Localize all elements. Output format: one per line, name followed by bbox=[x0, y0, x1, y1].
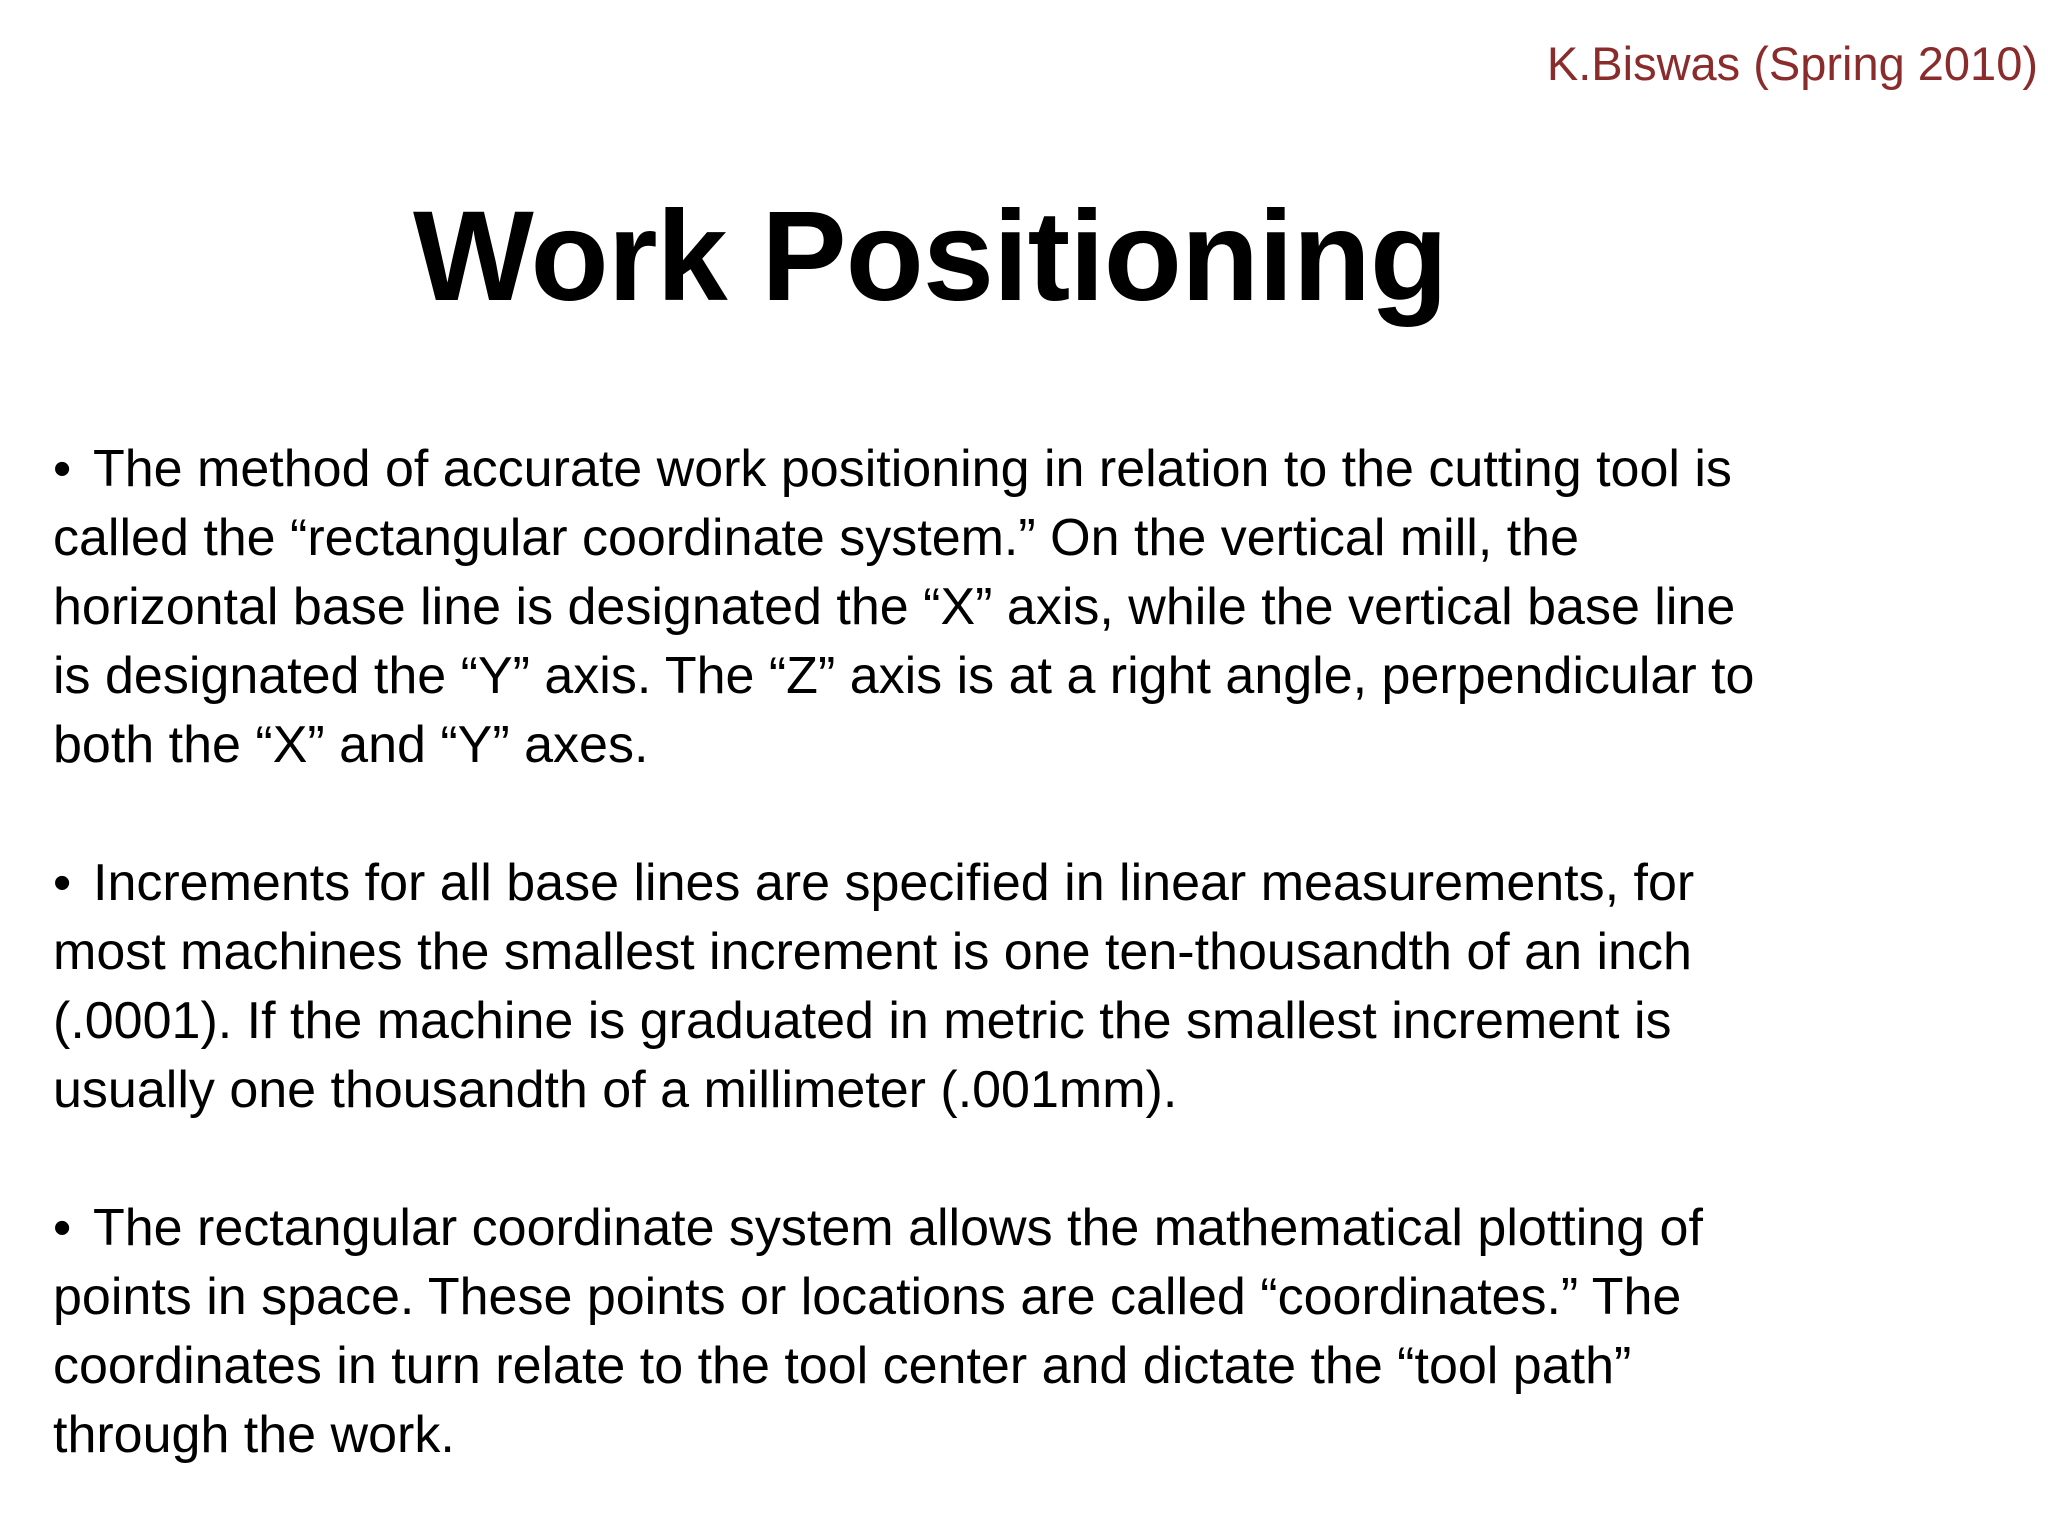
bullet-item bbox=[53, 849, 2003, 1125]
bullet-text: The method of accurate work positioning in relation to the cutting tool is called the “rectangular coordinate system.” On the vertical mill, the horizontal base line is designated the “X” axis, while the vertical base line is designated the “Y” axis. The “Z” axis is at a right angle, perpendicular to both the “X” and “Y” axes. bbox=[53, 440, 1755, 774]
bullet-item bbox=[53, 435, 2003, 780]
bullet-icon: • bbox=[53, 440, 72, 498]
slide-title: Work Positioning bbox=[413, 185, 1448, 328]
bullet-icon: • bbox=[53, 1199, 72, 1257]
bullet-text: Increments for all base lines are specified in linear measurements, for most machines the smallest increment is one ten-thousandth of an inch (.0001). If the machine is graduated in metric the smallest increment is usually one thousandth of a millimeter (.001mm). bbox=[53, 854, 1695, 1119]
bullet-icon: • bbox=[53, 854, 72, 912]
slide-body bbox=[53, 435, 2003, 1539]
bullet-item bbox=[53, 1194, 2003, 1470]
bullet-text: The rectangular coordinate system allows the mathematical plotting of points in space. These points or locations are called “coordinates.” The coordinates in turn relate to the tool center and dictate the “tool path” through the work. bbox=[53, 1199, 1703, 1464]
author-label: K.Biswas (Spring 2010) bbox=[1546, 37, 2038, 90]
